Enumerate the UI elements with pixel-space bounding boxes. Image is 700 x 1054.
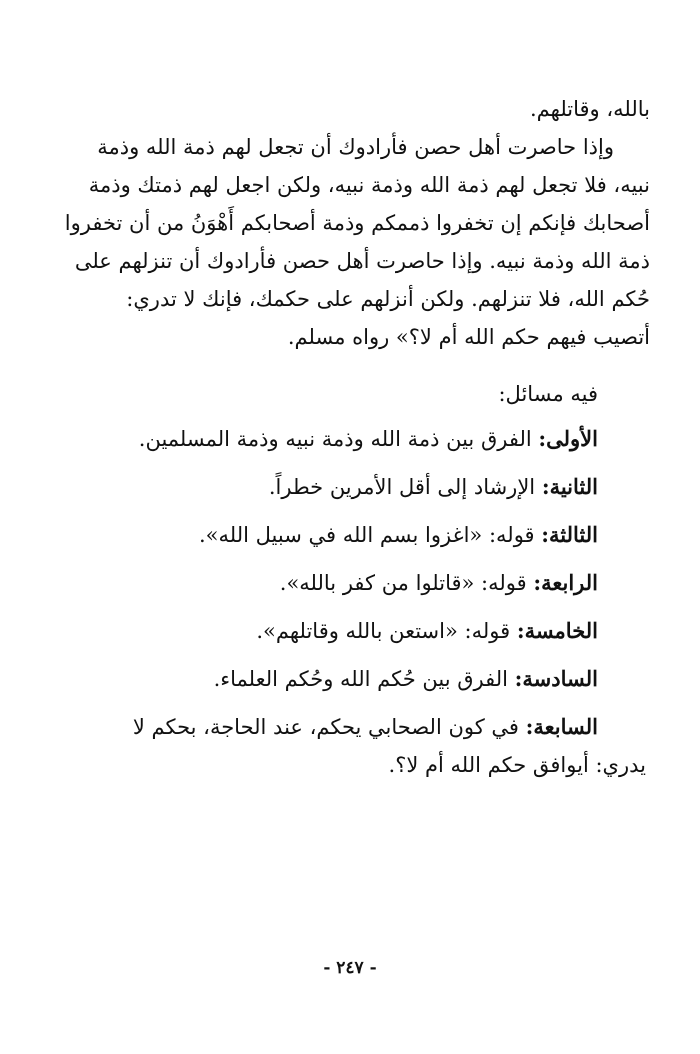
text-line: أتصيب فيهم حكم الله أم لا؟» رواه مسلم. [287,325,650,349]
issue-label: السادسة: [514,666,598,691]
issue-label: الرابعة: [533,570,598,595]
issue-item [48,660,598,698]
issue-item [48,612,598,650]
issue-text: قوله: «اغزوا بسم الله في سبيل الله». [199,523,535,547]
issue-label: الثانية: [541,474,598,499]
issue-item [48,516,598,554]
issue-item [48,708,646,784]
issue-text: في كون الصحابي يحكم، عند الحاجة، بحكم لا [132,715,519,739]
issue-text: الفرق بين ذمة الله وذمة نبيه وذمة المسلمين. [138,427,532,451]
text-line: ذمة الله وذمة نبيه. وإذا حاصرت أهل حصن فأرادوك أن تنزلهم على [74,249,650,273]
issues-section [48,376,646,794]
issue-text: قوله: «قاتلوا من كفر بالله». [279,571,527,595]
issue-item [48,468,598,506]
issues-heading: فيه مسائل: [498,382,598,406]
issue-label: الخامسة: [516,618,598,643]
text-line: وإذا حاصرت أهل حصن فأرادوك أن تجعل لهم ذمة الله وذمة [97,135,614,159]
issue-label: السابعة: [525,714,598,739]
issue-item [48,420,598,458]
main-text [48,90,650,356]
issue-label: الثالثة: [541,522,598,547]
text-line: بالله، وقاتلهم. [529,97,650,121]
issue-text: الفرق بين حُكم الله وحُكم العلماء. [213,667,508,691]
issue-text: الإرشاد إلى أقل الأمرين خطراً. [268,475,536,499]
issue-text-continuation: يدري: أيوافق حكم الله أم لا؟. [388,753,646,777]
text-line: أصحابك فإنكم إن تخفروا ذممكم وذمة أصحابكم أَهْوَنُ من أن تخفروا [64,211,650,235]
issue-text: قوله: «استعن بالله وقاتلهم». [256,619,511,643]
issue-item [48,564,598,602]
text-line: حُكم الله، فلا تنزلهم. ولكن أنزلهم على حكمك، فإنك لا تدري: [126,287,650,311]
page-number: - ٢٤٧ - [323,958,377,978]
issue-label: الأولى: [538,426,598,451]
text-line: نبيه، فلا تجعل لهم ذمة الله وذمة نبيه، ولكن اجعل لهم ذمتك وذمة [88,173,650,197]
